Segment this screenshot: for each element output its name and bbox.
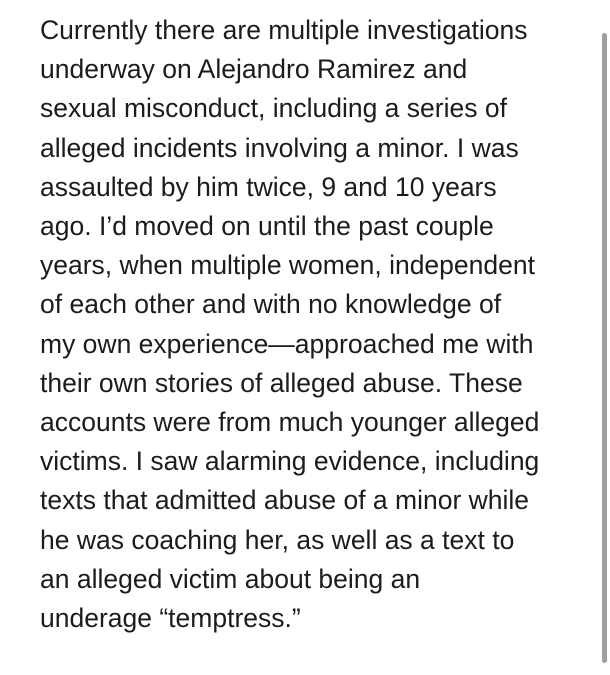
note-line: of each other and with no knowledge of: [40, 289, 502, 320]
note-line: accounts were from much younger alleged: [40, 407, 540, 438]
note-line: underway on Alejandro Ramirez and: [40, 54, 468, 85]
note-line: alleged incidents involving a minor. I was: [40, 132, 519, 163]
note-line: assaulted by him twice, 9 and 10 years: [40, 171, 497, 202]
note-line: my own experience—approached me with: [40, 328, 534, 359]
note-line: underage “temptress.”: [40, 603, 301, 634]
note-text-body: [40, 11, 588, 638]
note-line: victims. I saw alarming evidence, including: [40, 446, 540, 477]
note-line: ago. I’d moved on until the past couple: [40, 211, 494, 242]
note-line: an alleged victim about being an: [40, 563, 421, 594]
note-line: years, when multiple women, independent: [40, 250, 535, 281]
note-line: texts that admitted abuse of a minor while: [40, 485, 530, 516]
note-line: sexual misconduct, including a series of: [40, 93, 507, 124]
note-line: their own stories of alleged abuse. These: [40, 367, 523, 398]
vertical-scrollbar[interactable]: [602, 33, 607, 663]
note-line: he was coaching her, as well as a text to: [40, 524, 515, 555]
note-line: Currently there are multiple investigations: [40, 15, 528, 45]
